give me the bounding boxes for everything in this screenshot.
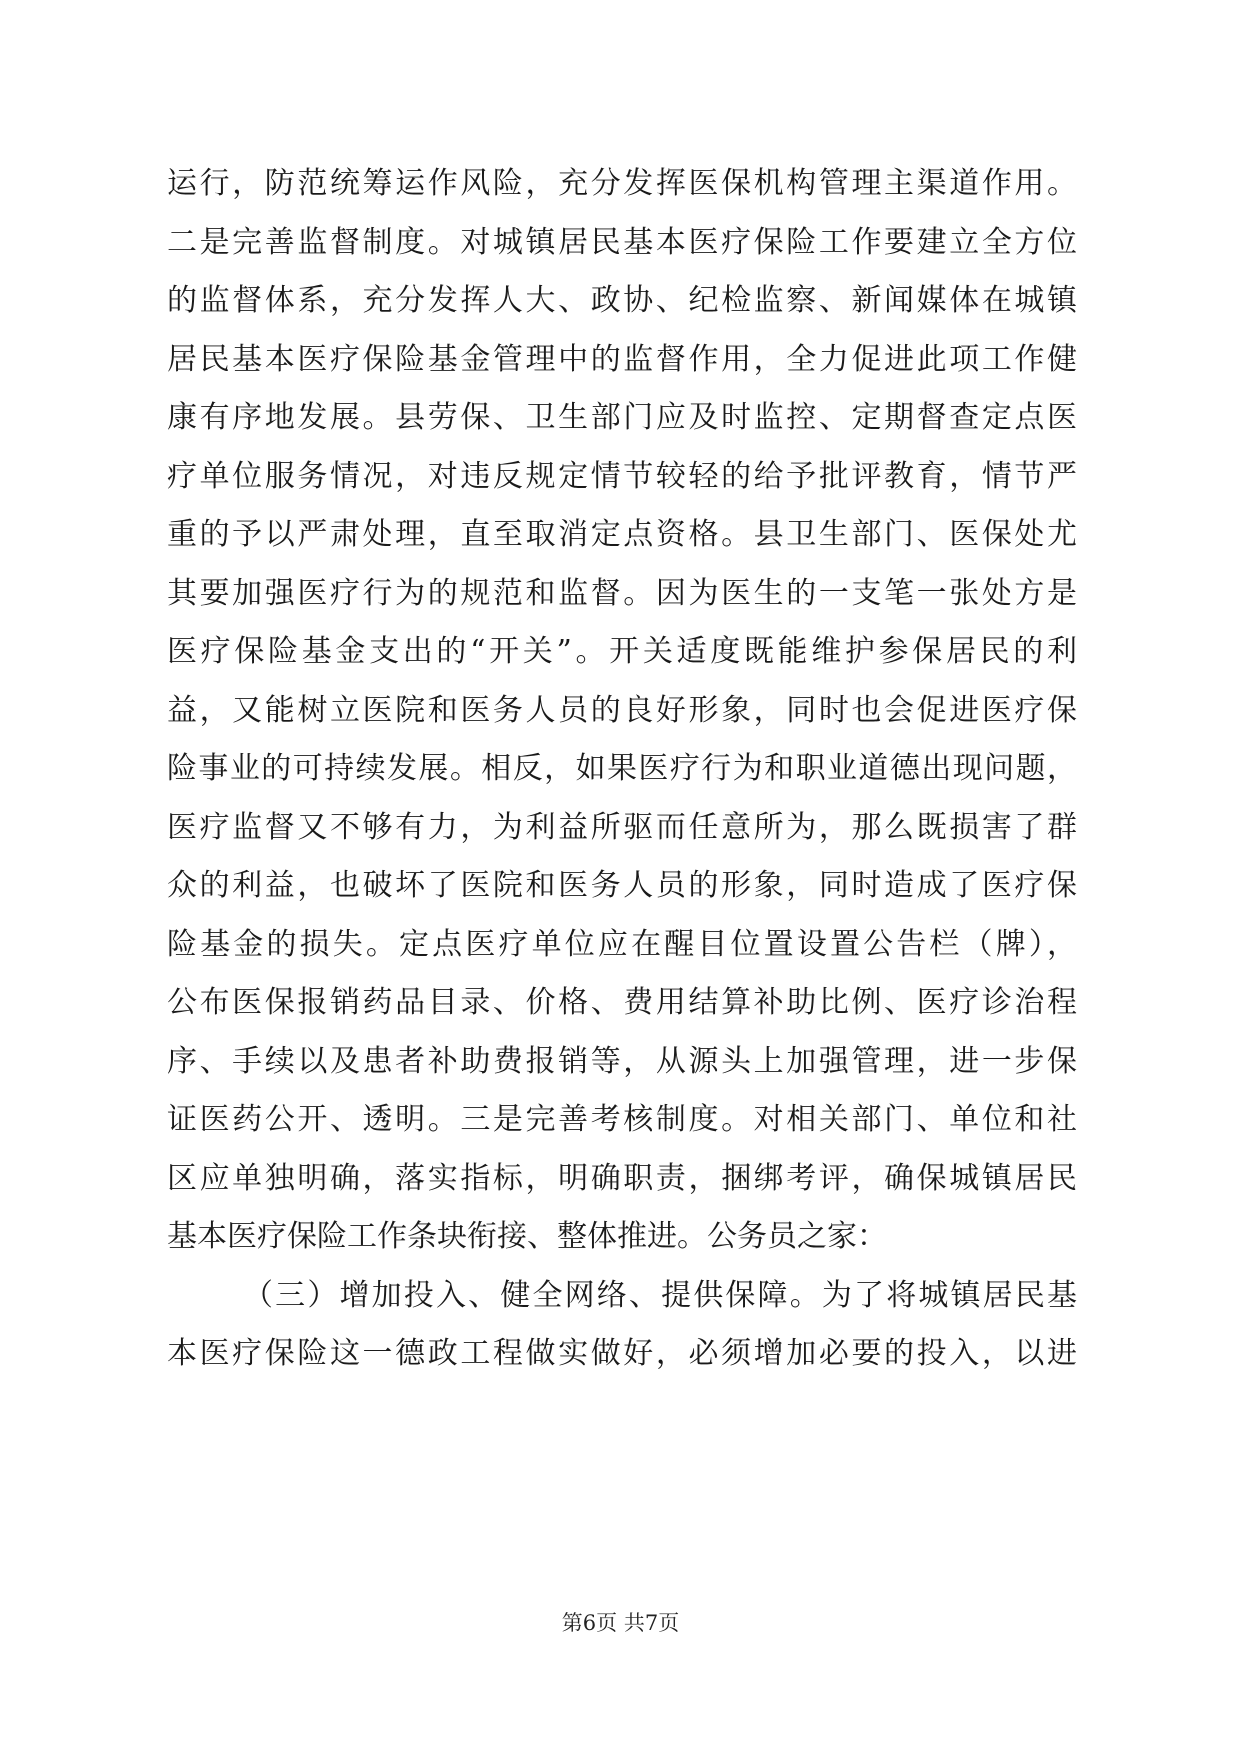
text-line: 二是完善监督制度。对城镇居民基本医疗保险工作要建立全方位	[167, 224, 1077, 260]
text-line: 证医药公开、透明。三是完善考核制度。对相关部门、单位和社	[167, 1102, 1077, 1137]
text-line: 医疗监督又不够有力，为利益所驱而任意所为，那么既损害了群	[167, 809, 1077, 845]
text-line: 益，又能树立医院和医务人员的良好形象，同时也会促进医疗保	[167, 692, 1077, 728]
text-line: 医疗保险基金支出的“开关”。开关适度既能维护参保居民的利	[167, 634, 1077, 669]
text-line: 基本医疗保险工作条块衔接、整体推进。公务员之家：	[167, 1219, 887, 1254]
text-line: 众的利益，也破坏了医院和医务人员的形象，同时造成了医疗保	[167, 868, 1077, 903]
text-line: 序、手续以及患者补助费报销等，从源头上加强管理，进一步保	[167, 1043, 1077, 1079]
paragraph-start-line: （三）增加投入、健全网络、提供保障。为了将城镇居民基	[243, 1277, 1077, 1313]
text-line: 的监督体系，充分发挥人大、政协、纪检监察、新闻媒体在城镇	[167, 283, 1077, 318]
page-footer	[0, 1608, 1241, 1638]
text-line: 其要加强医疗行为的规范和监督。因为医生的一支笔一张处方是	[167, 575, 1077, 611]
text-line: 疗单位服务情况，对违反规定情节较轻的给予批评教育，情节严	[167, 458, 1077, 494]
text-line: 公布医保报销药品目录、价格、费用结算补助比例、医疗诊治程	[167, 985, 1077, 1020]
text-line: 运行，防范统筹运作风险，充分发挥医保机构管理主渠道作用。	[167, 166, 1077, 201]
text-line: 康有序地发展。县劳保、卫生部门应及时监控、定期督查定点医	[167, 400, 1077, 435]
text-line: 本医疗保险这一德政工程做实做好，必须增加必要的投入，以进	[167, 1336, 1077, 1371]
text-line: 居民基本医疗保险基金管理中的监督作用，全力促进此项工作健	[167, 341, 1077, 377]
body-text	[167, 155, 1077, 1384]
page-number-label: 第6页 共7页	[561, 1611, 680, 1635]
text-line: 险基金的损失。定点医疗单位应在醒目位置设置公告栏（牌），	[167, 926, 1077, 962]
text-line: 险事业的可持续发展。相反，如果医疗行为和职业道德出现问题，	[167, 751, 1077, 786]
text-line: 重的予以严肃处理，直至取消定点资格。县卫生部门、医保处尤	[167, 517, 1077, 552]
text-line: 区应单独明确，落实指标，明确职责，捆绑考评，确保城镇居民	[167, 1160, 1077, 1196]
